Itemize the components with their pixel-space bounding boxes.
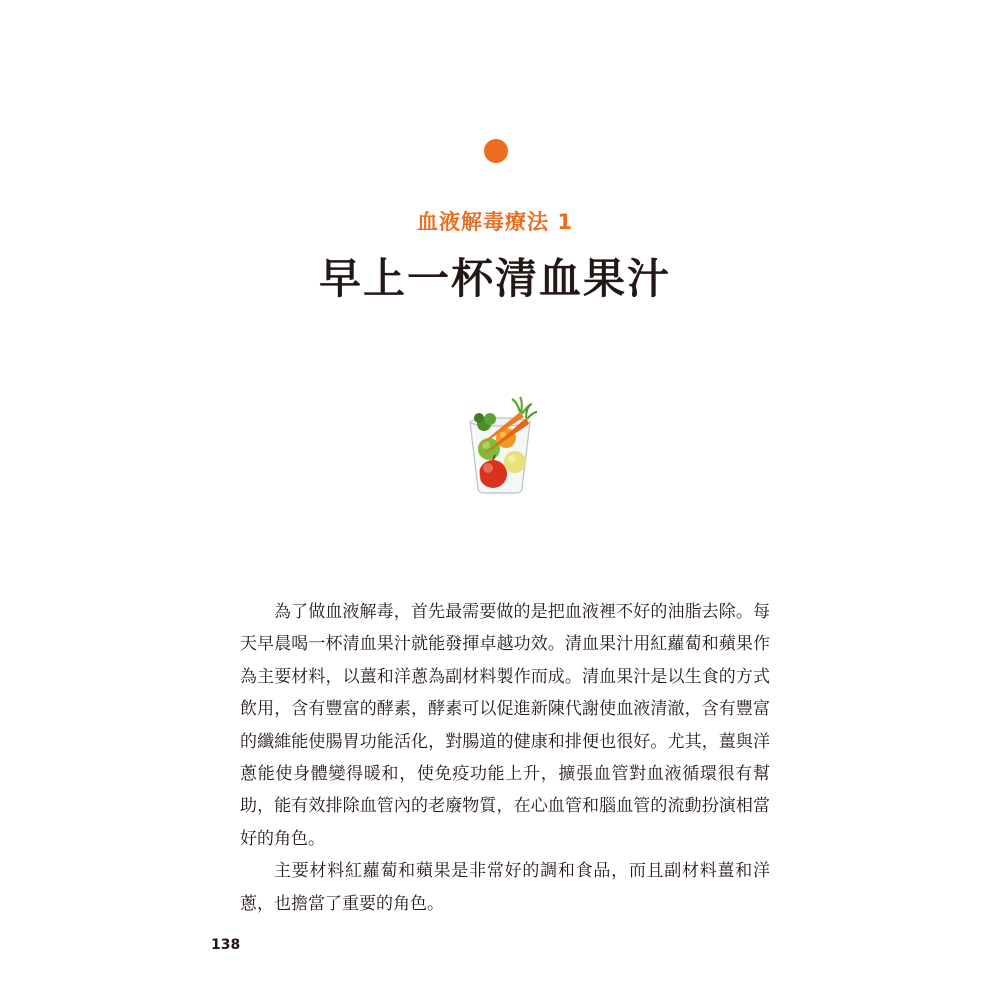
juice-glass-with-vegetables-icon [460,396,540,496]
article-body [240,596,770,920]
section-subtitle: 血液解毒療法 1 [417,210,573,234]
body-paragraph-2: 主要材料紅蘿蔔和蘋果是非常好的調和食品，而且副材料薑和洋蔥，也擔當了重要的角色。 [240,861,770,914]
body-paragraph-1: 為了做血液解毒，首先最需要做的是把血液裡不好的油脂去除。每天早晨喝一杯清血果汁就能發揮卓越功效。清血果汁用紅蘿蔔和蘋果作為主要材料，以薑和洋蔥為副材料製作而成。清血果汁是以生食的方式飲用，含有豐富的酵素，酵素可以促進新陳代謝使血液清澈，含有豐富的纖維能使腸胃功能活化，對腸道的健康和排便也很好。尤其，薑與洋蔥能使身體變得暖和，使免疫功能上升，擴張血管對血液循環很有幫助，能有效排除血管內的老廢物質，在心血管和腦血管的流動扮演相當好的角色。 [240,602,770,849]
orange-dot-ornament [484,139,508,163]
page-number: 138 [211,937,241,953]
page-title: 早上一杯清血果汁 [318,254,671,303]
